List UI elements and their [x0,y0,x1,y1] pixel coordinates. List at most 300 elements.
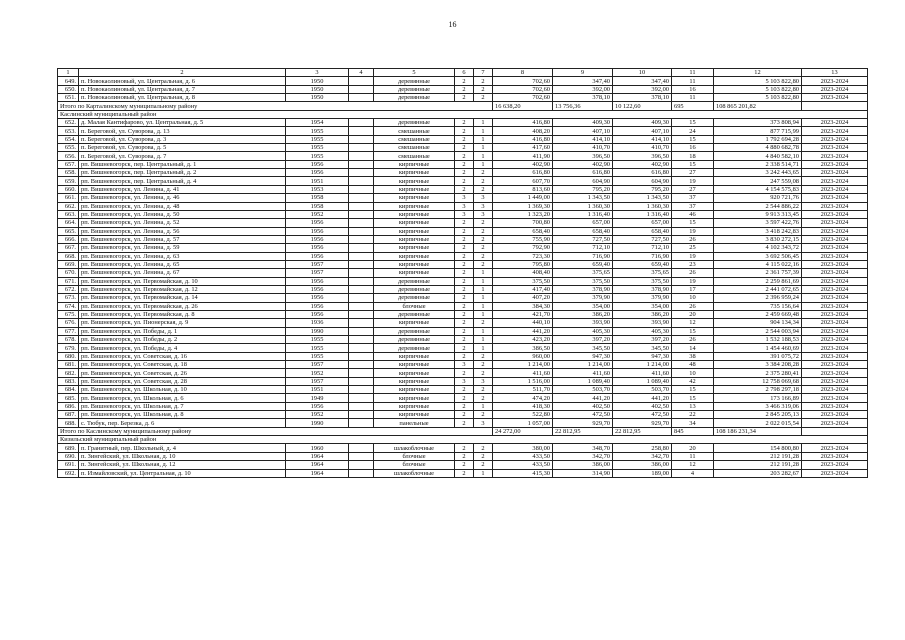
table-cell [349,127,374,135]
table-cell: 345,50 [553,344,613,352]
table-cell: 658,40 [613,227,672,235]
table-cell: 604,90 [553,177,613,185]
table-row [58,194,868,202]
table-cell: 1956 [286,294,349,302]
table-cell: рп. Вишневогорск, ул. Победы, д. 2 [79,336,286,344]
table-cell [349,177,374,185]
table-cell: 1 343,50 [553,194,613,202]
table-cell: 11 [672,94,714,102]
table-cell [349,185,374,193]
table-cell: 1957 [286,260,349,268]
table-cell: 4 115 022,16 [714,260,802,268]
table-cell: 671. [58,277,79,285]
column-number-cell: 12 [714,69,802,77]
table-cell: 1956 [286,244,349,252]
table-cell: 691. [58,461,79,469]
table-cell: 391 075,72 [714,352,802,360]
table-cell: 407,20 [493,294,553,302]
table-cell: 1 [474,336,493,344]
table-cell: 2023-2024 [802,127,868,135]
table-cell: рп. Вишневогорск, ул. Ленина, д. 57 [79,235,286,243]
table-cell: 2 [474,461,493,469]
table-cell: кирпичные [374,369,455,377]
table-cell: 2 [455,310,474,318]
table-cell: 2 [474,394,493,402]
table-cell: п. Зингейский, ул. Школьная, д. 10 [79,452,286,460]
table-cell: 2 [455,402,474,410]
table-cell: 702,60 [493,85,553,93]
table-cell: 2023-2024 [802,319,868,327]
table-cell [349,444,374,452]
table-cell: 1951 [286,386,349,394]
table-cell: 1 [474,327,493,335]
table-cell: 3 [474,419,493,427]
table-cell: 392,00 [613,85,672,93]
table-cell: 2023-2024 [802,152,868,160]
table-row [58,227,868,235]
table-cell: 2023-2024 [802,277,868,285]
table-row [58,419,868,427]
table-cell: 2 [474,219,493,227]
table-cell: 417,40 [493,285,553,293]
table-cell: деревянные [374,119,455,127]
table-cell: 727,50 [613,235,672,243]
table-cell: 607,70 [493,177,553,185]
table-cell: 26 [672,269,714,277]
table-cell: 657,00 [613,219,672,227]
table-cell: 702,60 [493,94,553,102]
table-cell: 929,70 [553,419,613,427]
table-cell: 5 103 822,80 [714,94,802,102]
table-cell: кирпичные [374,361,455,369]
table-cell: 920 721,76 [714,194,802,202]
table-cell: 2 [474,252,493,260]
table-cell: 397,20 [613,336,672,344]
total-value-cell: 16 638,20 [493,102,553,110]
table-cell: 19 [672,177,714,185]
table-cell: 666. [58,235,79,243]
table-cell: 411,90 [493,152,553,160]
table-row [58,94,868,102]
table-row [58,260,868,268]
table-cell: 522,80 [493,411,553,419]
table-cell: 3 [474,202,493,210]
table-cell: 1950 [286,85,349,93]
table-cell: 1956 [286,277,349,285]
table-cell: деревянные [374,336,455,344]
table-cell: 3 [455,361,474,369]
table-cell: 604,90 [613,177,672,185]
total-value-cell: 695 [672,102,714,110]
table-row [58,152,868,160]
table-row [58,285,868,293]
table-cell: 1954 [286,119,349,127]
table-cell: 650. [58,85,79,93]
table-cell: п. Измайловский, ул. Центральная, д. 10 [79,469,286,477]
table-row [58,294,868,302]
table-cell: 17 [672,285,714,293]
table-cell: 433,50 [493,461,553,469]
table-cell: 2 [455,411,474,419]
table-cell: 654. [58,135,79,143]
table-row [58,85,868,93]
table-cell: 702,60 [493,77,553,85]
table-cell: 1990 [286,419,349,427]
table-cell: 2023-2024 [802,210,868,218]
table-cell: 421,70 [493,310,553,318]
table-cell: 433,50 [493,452,553,460]
table-cell: кирпичные [374,194,455,202]
total-value-cell: 108 186 231,34 [714,427,802,435]
table-cell [349,361,374,369]
table-cell: 1956 [286,227,349,235]
total-value-cell: 845 [672,427,714,435]
table-cell: 2 [455,294,474,302]
table-cell: 1 [474,135,493,143]
table-cell: 26 [672,235,714,243]
table-cell: 664. [58,219,79,227]
table-row [58,452,868,460]
table-cell: кирпичные [374,235,455,243]
table-cell: 2023-2024 [802,469,868,477]
page-number: 16 [448,20,457,29]
table-cell: шлакоблочные [374,444,455,452]
table-row [58,444,868,452]
table-cell: 2023-2024 [802,461,868,469]
table-cell: 2023-2024 [802,85,868,93]
table-cell: 2 [455,319,474,327]
table-row [58,177,868,185]
table-cell: 407,10 [613,127,672,135]
table-cell [349,160,374,168]
table-cell: 472,50 [613,411,672,419]
table-cell: кирпичные [374,252,455,260]
total-value-cell: 13 756,36 [553,102,613,110]
table-row [58,344,868,352]
table-cell: 342,70 [613,452,672,460]
table-cell: 212 191,28 [714,461,802,469]
table-cell: 674. [58,302,79,310]
table-cell: кирпичные [374,202,455,210]
table-cell: 2 [455,119,474,127]
table-cell: 2 [474,77,493,85]
table-cell: рп. Вишневогорск, пер. Центральный, д. 4 [79,177,286,185]
table-cell: 2 [474,352,493,360]
table-cell: 2 [455,394,474,402]
table-cell: 375,50 [493,277,553,285]
table-cell [349,285,374,293]
table-cell: 947,30 [613,352,672,360]
table-cell: 1957 [286,269,349,277]
table-cell [349,144,374,152]
total-value-cell [802,102,868,110]
table-cell: 3 [474,377,493,385]
table-cell: 2023-2024 [802,452,868,460]
table-cell: 1957 [286,377,349,385]
table-cell: 1 343,50 [613,194,672,202]
table-cell: 2 [474,244,493,252]
table-cell: 1 057,00 [493,419,553,427]
table-cell: 649. [58,77,79,85]
column-number-cell: 13 [802,69,868,77]
table-cell: 2 [455,219,474,227]
table-cell: 24 [672,127,714,135]
table-cell: 1952 [286,369,349,377]
table-cell: 658. [58,169,79,177]
table-cell: 1956 [286,402,349,410]
table-cell: кирпичные [374,210,455,218]
table-cell: п. Гранитный, пер. Школьный, д. 4 [79,444,286,452]
table-cell: 342,70 [553,452,613,460]
column-number-cell: 10 [613,69,672,77]
table-cell: 1 323,20 [493,210,553,218]
table-cell: 1 [474,269,493,277]
table-cell: 683. [58,377,79,385]
table-cell: рп. Вишневогорск, ул. Ленина, д. 63 [79,252,286,260]
table-cell [349,319,374,327]
table-cell: 1936 [286,319,349,327]
table-cell: 2023-2024 [802,244,868,252]
table-cell: 2023-2024 [802,185,868,193]
table-cell: 2023-2024 [802,144,868,152]
table-cell: 12 [672,319,714,327]
table-cell: кирпичные [374,227,455,235]
table-cell: 1953 [286,185,349,193]
table-cell: 1 [474,402,493,410]
table-cell [349,169,374,177]
table-cell: 402,50 [613,402,672,410]
table-cell: кирпичные [374,269,455,277]
table-cell: рп. Вишневогорск, ул. Ленина, д. 67 [79,269,286,277]
table-cell: рп. Вишневогорск, ул. Пионерская, д. 9 [79,319,286,327]
table-cell: 795,20 [613,185,672,193]
table-cell: 1955 [286,127,349,135]
table-cell [349,77,374,85]
table-cell: п. Зингейский, ул. Школьная, д. 12 [79,461,286,469]
table-cell: 15 [672,135,714,143]
table-cell: 15 [672,327,714,335]
table-cell [349,411,374,419]
table-cell: 408,40 [493,269,553,277]
table-cell: 2 [455,227,474,235]
table-cell: рп. Вишневогорск, пер. Центральный, д. 2 [79,169,286,177]
table-cell: рп. Вишневогорск, ул. Победы, д. 1 [79,327,286,335]
table-cell: 2023-2024 [802,169,868,177]
table-cell: деревянные [374,285,455,293]
table-cell: 34 [672,419,714,427]
district-section-row [58,110,868,118]
table-cell: 690. [58,452,79,460]
table-cell: 354,00 [553,302,613,310]
table-cell: 1 369,30 [493,202,553,210]
table-cell: 2 [455,160,474,168]
table-cell: кирпичные [374,319,455,327]
table-cell: 4 154 575,83 [714,185,802,193]
table-cell: 408,20 [493,127,553,135]
table-cell: 2023-2024 [802,294,868,302]
table-cell: кирпичные [374,377,455,385]
table-cell: 2023-2024 [802,135,868,143]
table-cell: 4 840 582,10 [714,152,802,160]
table-cell: 441,20 [613,394,672,402]
table-cell: 2 [474,94,493,102]
table-cell: 11 [672,77,714,85]
table-row [58,461,868,469]
table-cell: 2 [455,252,474,260]
column-number-cell: 8 [493,69,553,77]
table-cell: 658,40 [493,227,553,235]
table-cell: 716,90 [553,252,613,260]
table-cell: рп. Вишневогорск, ул. Ленина, д. 41 [79,185,286,193]
table-cell: 441,20 [493,327,553,335]
table-cell: 375,50 [613,277,672,285]
table-cell: 1 792 694,28 [714,135,802,143]
table-cell: 2 544 886,22 [714,202,802,210]
table-cell: 3 [455,210,474,218]
table-cell: 3 [455,202,474,210]
table-cell: 173 166,89 [714,394,802,402]
table-cell: 2023-2024 [802,327,868,335]
table-cell: 405,30 [613,327,672,335]
table-cell: 37 [672,194,714,202]
table-cell: 2023-2024 [802,377,868,385]
table-cell: 4 102 343,72 [714,244,802,252]
table-row [58,394,868,402]
table-row [58,402,868,410]
table-cell: рп. Вишневогорск, ул. Первомайская, д. 8 [79,310,286,318]
table-row [58,269,868,277]
district-section-row [58,436,868,444]
table-cell: 2 [474,361,493,369]
table-cell: 3 384 208,28 [714,361,802,369]
table-cell: 904 134,34 [714,319,802,327]
table-cell: рп. Вишневогорск, ул. Школьная, д. 6 [79,394,286,402]
table-cell: 2 [474,369,493,377]
table-cell: 19 [672,277,714,285]
table-cell: 1955 [286,336,349,344]
table-cell: 380,00 [493,444,553,452]
table-cell: 792,90 [493,244,553,252]
table-cell: рп. Вишневогорск, ул. Ленина, д. 48 [79,202,286,210]
table-cell: 407,10 [553,127,613,135]
table-cell: 676. [58,319,79,327]
table-cell: 2 [455,127,474,135]
table-cell: деревянные [374,327,455,335]
table-cell: 12 758 069,68 [714,377,802,385]
table-cell: 511,70 [493,386,553,394]
table-cell: 15 [672,386,714,394]
table-cell: 2 [455,352,474,360]
table-cell [349,194,374,202]
table-cell: 402,90 [493,160,553,168]
table-cell: 662. [58,202,79,210]
table-cell: 877 715,99 [714,127,802,135]
table-cell: 2 [455,344,474,352]
table-cell [349,369,374,377]
table-cell: 651. [58,94,79,102]
table-cell: 2023-2024 [802,419,868,427]
table-cell: смешанные [374,152,455,160]
table-cell: 947,30 [553,352,613,360]
table-cell: 386,20 [553,310,613,318]
housing-register-table [57,68,868,478]
table-cell: 655. [58,144,79,152]
table-cell: 1 [474,127,493,135]
table-cell: 378,90 [613,285,672,293]
table-cell: 2023-2024 [802,386,868,394]
table-cell: 2 [474,452,493,460]
table-row [58,252,868,260]
table-cell: 247 559,08 [714,177,802,185]
table-cell: 2 [474,185,493,193]
table-cell: 1 [474,294,493,302]
table-cell: 392,00 [553,85,613,93]
table-cell: рп. Вишневогорск, ул. Советская, д. 28 [79,377,286,385]
table-cell: 1955 [286,352,349,360]
table-cell: 347,40 [553,77,613,85]
table-cell: 686. [58,402,79,410]
table-cell: 712,10 [553,244,613,252]
table-cell: рп. Вишневогорск, ул. Первомайская, д. 12 [79,285,286,293]
table-cell: 3 242 443,65 [714,169,802,177]
table-cell: 212 191,28 [714,452,802,460]
table-cell: 2023-2024 [802,119,868,127]
table-cell: 657,00 [553,219,613,227]
table-cell: 2 [455,235,474,243]
table-cell: 2 338 514,71 [714,160,802,168]
table-cell: 2 [455,94,474,102]
table-cell: 378,90 [553,285,613,293]
table-cell: 657. [58,160,79,168]
table-cell: 2023-2024 [802,302,868,310]
table-cell: 2 459 669,48 [714,310,802,318]
table-cell: 37 [672,202,714,210]
table-cell: 2023-2024 [802,444,868,452]
table-cell: 20 [672,444,714,452]
table-cell: 20 [672,310,714,318]
table-cell: рп. Вишневогорск, ул. Советская, д. 18 [79,361,286,369]
table-cell [349,336,374,344]
table-cell [349,227,374,235]
table-cell: 154 800,80 [714,444,802,452]
table-cell [349,402,374,410]
table-cell: 347,40 [613,77,672,85]
table-cell: 652. [58,119,79,127]
table-cell: 659. [58,177,79,185]
table-cell: 14 [672,344,714,352]
table-row [58,411,868,419]
table-cell: 795,80 [493,260,553,268]
table-cell: 1956 [286,160,349,168]
table-cell: рп. Вишневогорск, ул. Школьная, д. 8 [79,411,286,419]
table-cell: деревянные [374,85,455,93]
table-cell [349,419,374,427]
column-number-cell: 2 [79,69,286,77]
table-cell: 393,90 [613,319,672,327]
table-cell: 2 [455,369,474,377]
table-cell: кирпичные [374,402,455,410]
table-cell [349,269,374,277]
table-row [58,119,868,127]
table-cell: 682. [58,369,79,377]
table-cell: 1956 [286,310,349,318]
table-cell: 2 [455,135,474,143]
table-cell: рп. Вишневогорск, ул. Первомайская, д. 10 [79,277,286,285]
table-cell: 10 [672,369,714,377]
table-cell: 795,20 [553,185,613,193]
district-name: Кизильский муниципальный район [58,436,868,444]
table-cell: 1 089,40 [613,377,672,385]
